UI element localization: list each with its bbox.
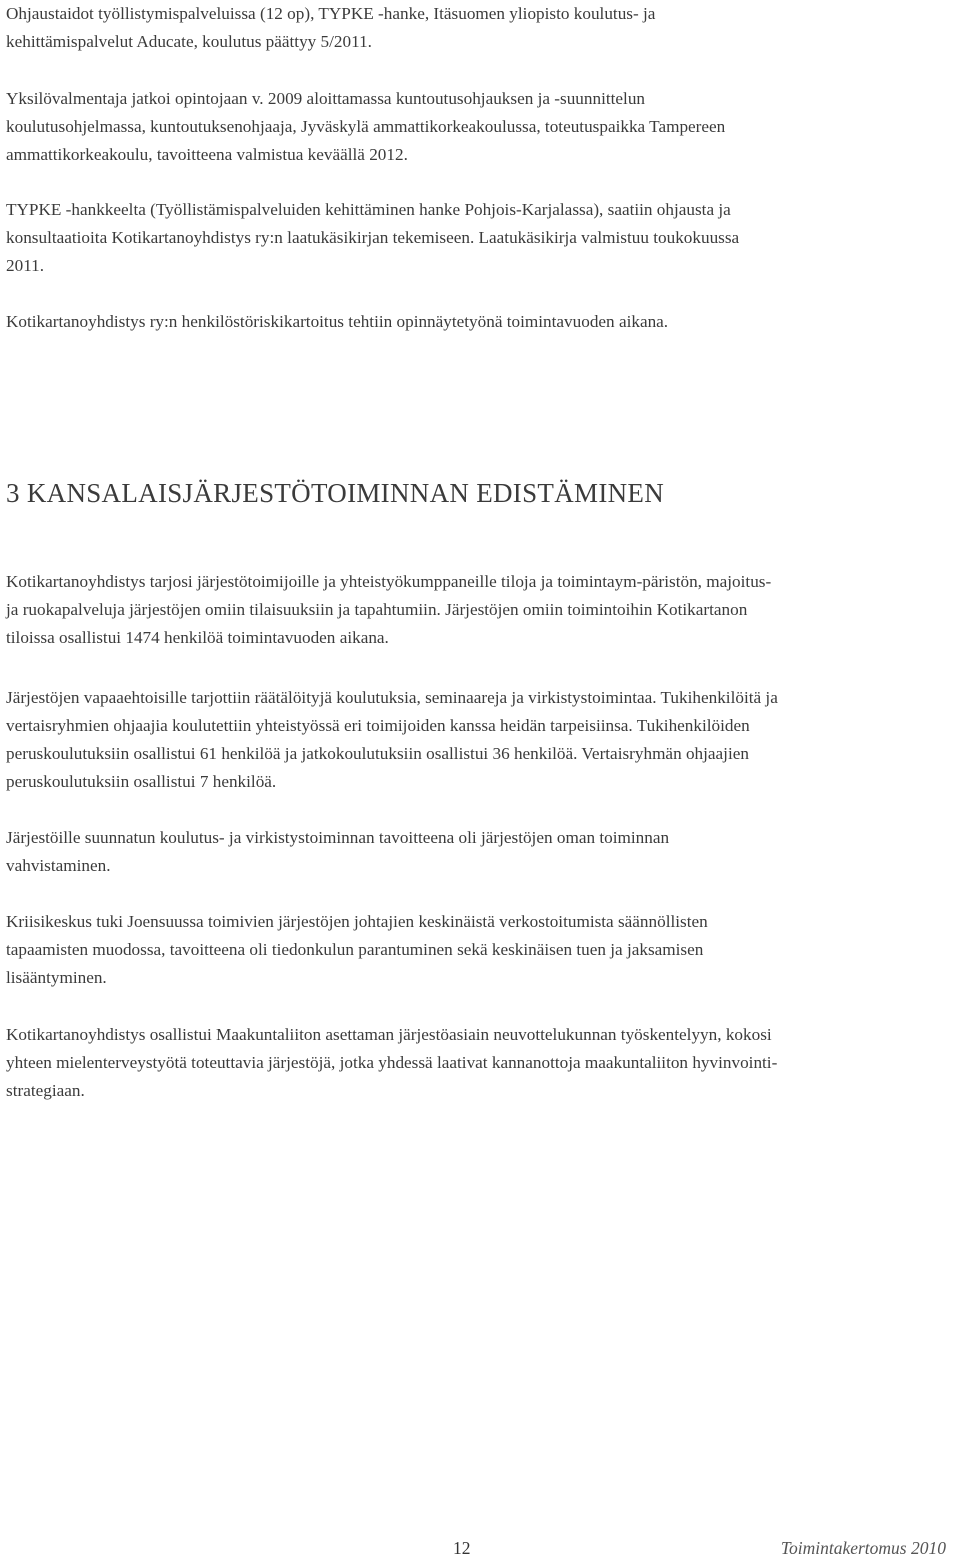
paragraph-kriisikeskus: Kriisikeskus tuki Joensuussa toimivien järjestöjen johtajien keskinäistä verkostoitumista säännöllisten tapaamisten muodossa, tavoitteena oli tiedonkulun parantuminen sekä keskinäisen tuen ja jaksamisen lisääntyminen. bbox=[6, 912, 708, 987]
paragraph-henkilostoriskikartoitus: Kotikartanoyhdistys ry:n henkilöstöriskikartoitus tehtiin opinnäytetyönä toimintavuoden aikana. bbox=[6, 312, 669, 331]
paragraph-ohjaustaidot: Ohjaustaidot työllistymispalveluissa (12 op), TYPKE -hanke, Itäsuomen yliopisto koulutus- ja kehittämispalvelut Aducate, koulutus päättyy 5/2011. bbox=[6, 4, 656, 51]
paragraph-vapaaehtoiset: Järjestöjen vapaaehtoisille tarjottiin räätälöityjä koulutuksia, seminaareja ja virkistystoimintaa. Tukihenkilöitä ja vertaisryhmien ohjaajia koulutettiin yhteistyössä eri toimijoiden kanssa heidän tarpeisiinsa. Tukihenkilöiden peruskoulutuksiin osallistui 61 henkilöä ja jatkokoulutuksiin osallistui 36 henkilöä. Vertaisryhmän ohjaajien peruskoulutuksiin osallistui 7 henkilöä. bbox=[6, 688, 778, 791]
paragraph-yksilovalmentaja: Yksilövalmentaja jatkoi opintojaan v. 2009 aloittamassa kuntoutusohjauksen ja -suunnittelun koulutusohjelmassa, kuntoutuksenohjaaja, Jyväskylä ammattikorkeakoulussa, toteutuspaikka Tampereen ammattikorkeakoulu, tavoitteena valmistua keväällä 2012. bbox=[6, 89, 726, 164]
paragraph-typke-hanke: TYPKE -hankkeelta (Työllistämispalveluiden kehittäminen hanke Pohjois-Karjalassa), saatiin ohjausta ja konsultaatioita Kotikartanoyhdistys ry:n laatukäsikirjan tekemiseen. Laatukäsikirja valmistuu toukokuussa 2011. bbox=[6, 200, 740, 275]
section-heading: 3 KANSALAISJÄRJESTÖTOIMINNAN EDISTÄMINEN bbox=[6, 478, 664, 508]
paragraph-tilat-ja-palvelut: Kotikartanoyhdistys tarjosi järjestötoimijoille ja yhteistyökumppaneille tiloja ja toimintaym-päristön, majoitus- ja ruokapalveluja järjestöjen omiin tilaisuuksiin ja tapahtumiin. Järjestöjen omiin toimintoihin Kotikartanon tiloissa osallistui 1474 henkilöä toimintavuoden aikana. bbox=[6, 572, 772, 647]
footer-document-title: Toimintakertomus 2010 bbox=[780, 1538, 946, 1558]
page-number: 12 bbox=[453, 1538, 471, 1558]
paragraph-koulutus-tavoite: Järjestöille suunnatun koulutus- ja virkistystoiminnan tavoitteena oli järjestöjen oman toiminnan vahvistaminen. bbox=[6, 828, 670, 875]
paragraph-maakuntaliitto: Kotikartanoyhdistys osallistui Maakuntaliiton asettaman järjestöasiain neuvottelukunnan työskentelyyn, kokosi yhteen mielenterveystyötä toteuttavia järjestöjä, jotka yhdessä laativat kannanottoja maakuntaliiton hyvinvointi- strategiaan. bbox=[6, 1025, 778, 1100]
